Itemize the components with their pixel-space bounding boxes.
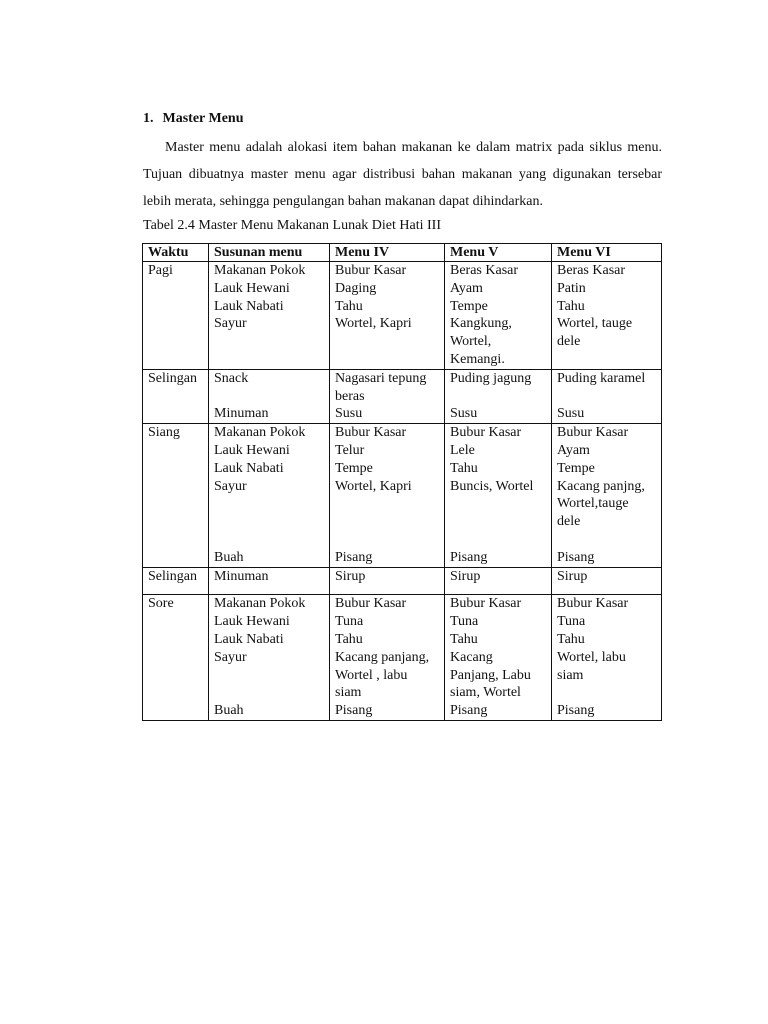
table-row bbox=[143, 424, 662, 567]
cell-line: Pagi bbox=[148, 263, 173, 278]
cell-line: Beras Kasar bbox=[450, 263, 519, 278]
cell-line: Sirup bbox=[335, 568, 366, 584]
cell-line: Selingan bbox=[148, 370, 197, 386]
cell-line: Tahu bbox=[450, 460, 478, 476]
cell-line: Bubur Kasar bbox=[557, 425, 629, 441]
cell-line: Sore bbox=[148, 596, 174, 612]
cell-line bbox=[557, 684, 656, 702]
cell-line: Ayam bbox=[450, 280, 483, 296]
table-row bbox=[143, 595, 662, 721]
table-cell-menu-v bbox=[445, 369, 552, 423]
table-cell-waktu bbox=[143, 262, 209, 370]
header-menu-vi: Menu VI bbox=[552, 244, 662, 262]
cell-line: Wortel, tauge bbox=[557, 316, 633, 332]
table-header-row bbox=[143, 244, 662, 262]
cell-line: Minuman bbox=[214, 568, 269, 584]
cell-line: Bubur Kasar bbox=[335, 263, 407, 278]
cell-line: Bubur Kasar bbox=[450, 596, 522, 612]
cell-line: Bubur Kasar bbox=[450, 425, 522, 441]
table-cell-susunan-menu bbox=[209, 567, 330, 595]
cell-line bbox=[214, 388, 324, 406]
header-susunan-menu: Susunan menu bbox=[209, 244, 330, 262]
cell-line bbox=[335, 495, 439, 513]
cell-line bbox=[557, 531, 656, 549]
cell-line bbox=[335, 513, 439, 531]
cell-line: Ayam bbox=[557, 442, 590, 458]
cell-line: Tempe bbox=[450, 298, 488, 314]
table-cell-menu-v bbox=[445, 424, 552, 567]
cell-line: Lauk Nabati bbox=[214, 298, 284, 314]
cell-line: Sayur bbox=[214, 478, 247, 494]
cell-line: Lauk Nabati bbox=[214, 631, 284, 647]
cell-line: Beras Kasar bbox=[557, 263, 626, 278]
cell-line: Pisang bbox=[557, 703, 595, 719]
cell-line: Tuna bbox=[557, 614, 586, 630]
cell-line bbox=[450, 388, 546, 406]
section-title: Master Menu bbox=[162, 111, 244, 126]
table-cell-susunan-menu bbox=[209, 262, 330, 370]
cell-line bbox=[335, 531, 439, 549]
table-body bbox=[143, 262, 662, 721]
header-menu-v: Menu V bbox=[445, 244, 552, 262]
table-cell-susunan-menu bbox=[209, 424, 330, 567]
cell-line bbox=[450, 495, 546, 513]
table-cell-waktu bbox=[143, 424, 209, 567]
cell-line: Kacang panjang, bbox=[335, 649, 430, 665]
cell-line: Puding jagung bbox=[450, 370, 532, 386]
table-cell-menu-vi bbox=[552, 424, 662, 567]
table-cell-menu-v bbox=[445, 567, 552, 595]
header-waktu: Waktu bbox=[143, 244, 209, 262]
cell-line: Lele bbox=[450, 442, 475, 458]
section-number: 1. bbox=[143, 111, 154, 126]
cell-line: Wortel,tauge bbox=[557, 496, 629, 512]
table-cell-menu-vi bbox=[552, 369, 662, 423]
cell-line: Pisang bbox=[335, 549, 373, 565]
table-cell-menu-vi bbox=[552, 595, 662, 721]
cell-line: Wortel, Kapri bbox=[335, 478, 412, 494]
cell-line bbox=[450, 513, 546, 531]
cell-line: Pisang bbox=[557, 549, 595, 565]
cell-line: Makanan Pokok bbox=[214, 596, 306, 612]
cell-line: Sayur bbox=[214, 649, 247, 665]
cell-line: Lauk Hewani bbox=[214, 614, 290, 630]
cell-line: Tempe bbox=[557, 460, 595, 476]
cell-line: dele bbox=[557, 514, 581, 530]
table-cell-menu-vi bbox=[552, 262, 662, 370]
cell-line: Kemangi. bbox=[450, 351, 505, 367]
cell-line: Kangkung, bbox=[450, 316, 512, 332]
table-cell-waktu bbox=[143, 369, 209, 423]
cell-line bbox=[214, 684, 324, 702]
cell-line: beras bbox=[335, 388, 365, 404]
table-cell-waktu bbox=[143, 595, 209, 721]
cell-line: Lauk Hewani bbox=[214, 442, 290, 458]
header-menu-iv: Menu IV bbox=[330, 244, 445, 262]
cell-line: Nagasari tepung bbox=[335, 370, 427, 386]
table-cell-menu-iv bbox=[330, 595, 445, 721]
cell-line: Makanan Pokok bbox=[214, 425, 306, 441]
table-cell-menu-iv bbox=[330, 369, 445, 423]
cell-line: Tempe bbox=[335, 460, 373, 476]
cell-line bbox=[450, 531, 546, 549]
table-cell-menu-v bbox=[445, 262, 552, 370]
cell-line: Pisang bbox=[335, 703, 373, 719]
cell-line bbox=[214, 667, 324, 685]
cell-line: Tahu bbox=[557, 298, 585, 314]
cell-line: Daging bbox=[335, 280, 377, 296]
cell-line: Buah bbox=[214, 549, 244, 565]
cell-line: Tahu bbox=[335, 298, 363, 314]
table-cell-menu-v bbox=[445, 595, 552, 721]
cell-line: Susu bbox=[450, 406, 478, 422]
table-cell-menu-iv bbox=[330, 424, 445, 567]
cell-line: Sirup bbox=[450, 568, 481, 584]
table-cell-waktu bbox=[143, 567, 209, 595]
cell-line: Makanan Pokok bbox=[214, 263, 306, 278]
cell-line: Sayur bbox=[214, 316, 247, 332]
table-cell-susunan-menu bbox=[209, 595, 330, 721]
cell-line: Puding karamel bbox=[557, 370, 646, 386]
cell-line: Telur bbox=[335, 442, 365, 458]
cell-line: Tahu bbox=[557, 631, 585, 647]
cell-line bbox=[557, 388, 656, 406]
table-row bbox=[143, 567, 662, 595]
cell-line: Sirup bbox=[557, 568, 588, 584]
cell-line: Bubur Kasar bbox=[335, 596, 407, 612]
cell-line: Tuna bbox=[450, 614, 479, 630]
cell-line: Bubur Kasar bbox=[557, 596, 629, 612]
cell-line: siam bbox=[557, 667, 584, 683]
cell-line: Lauk Nabati bbox=[214, 460, 284, 476]
cell-line: Wortel , labu bbox=[335, 667, 408, 683]
cell-line bbox=[214, 495, 324, 513]
cell-line: Bubur Kasar bbox=[335, 425, 407, 441]
cell-line: siam bbox=[335, 685, 362, 701]
body-paragraph: Master menu adalah alokasi item bahan makanan ke dalam matrix pada siklus menu. Tujuan dibuatnya master menu agar distribusi bahan makanan yang digunakan tersebar lebih merata, sehingga pengulangan bahan makanan dapat dihindarkan. bbox=[143, 140, 662, 209]
cell-line: Wortel, Kapri bbox=[335, 316, 412, 332]
cell-line: siam, Wortel bbox=[450, 685, 521, 701]
cell-line: dele bbox=[557, 334, 581, 350]
cell-line bbox=[214, 513, 324, 531]
cell-line: Kacang panjng, bbox=[557, 478, 645, 494]
cell-line: Pisang bbox=[450, 549, 488, 565]
cell-line: Snack bbox=[214, 370, 249, 386]
cell-line: Lauk Hewani bbox=[214, 280, 290, 296]
cell-line bbox=[214, 531, 324, 549]
cell-line: Wortel, bbox=[450, 334, 492, 350]
section-heading bbox=[143, 110, 244, 128]
cell-line: Panjang, Labu bbox=[450, 667, 531, 683]
table-cell-menu-iv bbox=[330, 262, 445, 370]
cell-line: Tahu bbox=[335, 631, 363, 647]
table-cell-susunan-menu bbox=[209, 369, 330, 423]
cell-line: Siang bbox=[148, 425, 180, 441]
cell-line: Tuna bbox=[335, 614, 364, 630]
cell-line: Selingan bbox=[148, 568, 197, 584]
cell-line: Pisang bbox=[450, 703, 488, 719]
table-caption: Tabel 2.4 Master Menu Makanan Lunak Diet Hati III bbox=[143, 218, 441, 233]
cell-line: Buncis, Wortel bbox=[450, 478, 534, 494]
table-row bbox=[143, 369, 662, 423]
cell-line: Tahu bbox=[450, 631, 478, 647]
table-cell-menu-vi bbox=[552, 567, 662, 595]
table-cell-menu-iv bbox=[330, 567, 445, 595]
cell-line: Minuman bbox=[214, 406, 269, 422]
cell-line: Susu bbox=[557, 406, 585, 422]
cell-line: Patin bbox=[557, 280, 586, 296]
cell-line: Buah bbox=[214, 703, 244, 719]
table-row bbox=[143, 262, 662, 370]
master-menu-table bbox=[142, 243, 662, 721]
cell-line: Wortel, labu bbox=[557, 649, 626, 665]
cell-line: Kacang bbox=[450, 649, 493, 665]
cell-line: Susu bbox=[335, 406, 363, 422]
